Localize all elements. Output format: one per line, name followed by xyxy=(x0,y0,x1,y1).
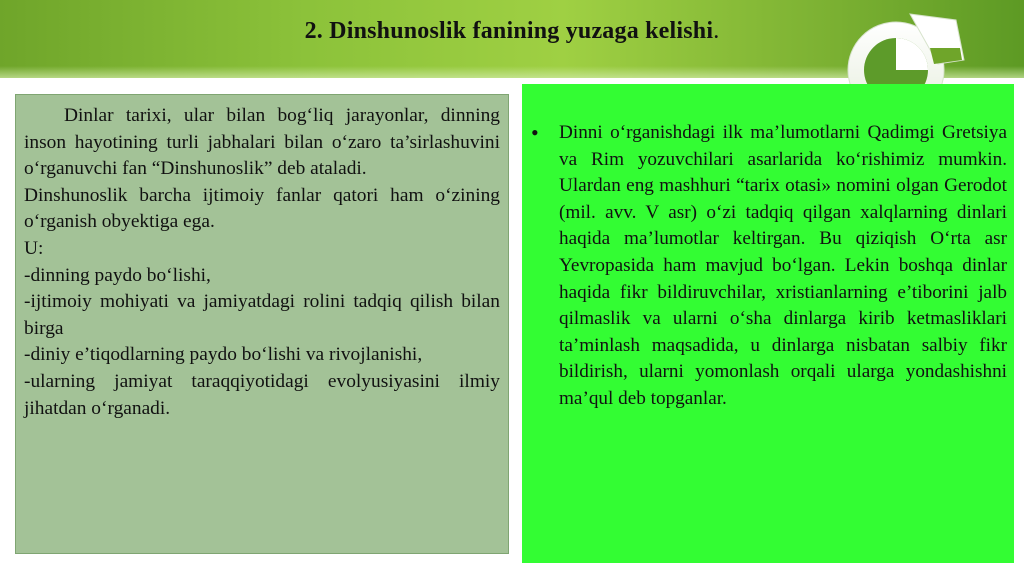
right-paragraph: Dinni o‘rganishdagi ilk ma’lumotlarni Qadimgi Gretsiya va Rim yozuvchilari asarlarida ko‘rishimiz mumkin. Ulardan eng mashhuri “tarix otasi» nomini olgan Gerodot (mil. avv. V asr) o‘zi tadqiq qilgan xalqlarning dinlari haqida ma’lumotlar keltirgan. Bu qiziqish O‘rta asr Yevropasida ham mavjud bo‘lgan. Lekin boshqa dinlar haqida fikr bildiruvchilar, xristianlarning e’tiborini jalb qilmaslik va ularni o‘sha dinlarga kirib ketmasliklari ta’minlash maqsadida, u dinlarga nisbatan salbiy fikr bildirish, ularni yomonlash orqali ularga yondashishni ma’qul deb topganlar. xyxy=(559,122,1007,409)
left-paragraph-u: U: xyxy=(24,237,44,259)
left-list-item: -dinning paydo bo‘lishi, xyxy=(24,264,211,286)
left-list-item: -diniy e’tiqodlarning paydo bo‘lishi va rivojlanishi, xyxy=(24,344,423,366)
slide-title-text: 2. Dinshunoslik fanining yuzaga kelishi xyxy=(304,18,714,44)
left-paragraph-definition: Dinlar tarixi, ular bilan bog‘liq jarayonlar, dinning inson hayotining turli jabhalari bilan o‘zaro ta’sirlashuvini o‘rganuvchi fan “Dinshunoslik” deb ataladi. xyxy=(24,105,500,180)
left-text-panel xyxy=(15,94,509,554)
slide-title-punct: . xyxy=(713,18,720,44)
bullet-dot-icon: • xyxy=(531,120,539,145)
right-text-panel xyxy=(522,84,1014,563)
left-paragraph-object: Dinshunoslik barcha ijtimoiy fanlar qatori ham o‘zining o‘rganish obyektiga ega. xyxy=(24,184,500,233)
left-list-item: -ijtimoiy mohiyati va jamiyatdagi rolini tadqiq qilish bilan birga xyxy=(24,291,500,339)
left-list-item: -ularning jamiyat taraqqiyotidagi evolyusiyasini ilmiy jihatdan o‘rganadi. xyxy=(24,370,500,419)
